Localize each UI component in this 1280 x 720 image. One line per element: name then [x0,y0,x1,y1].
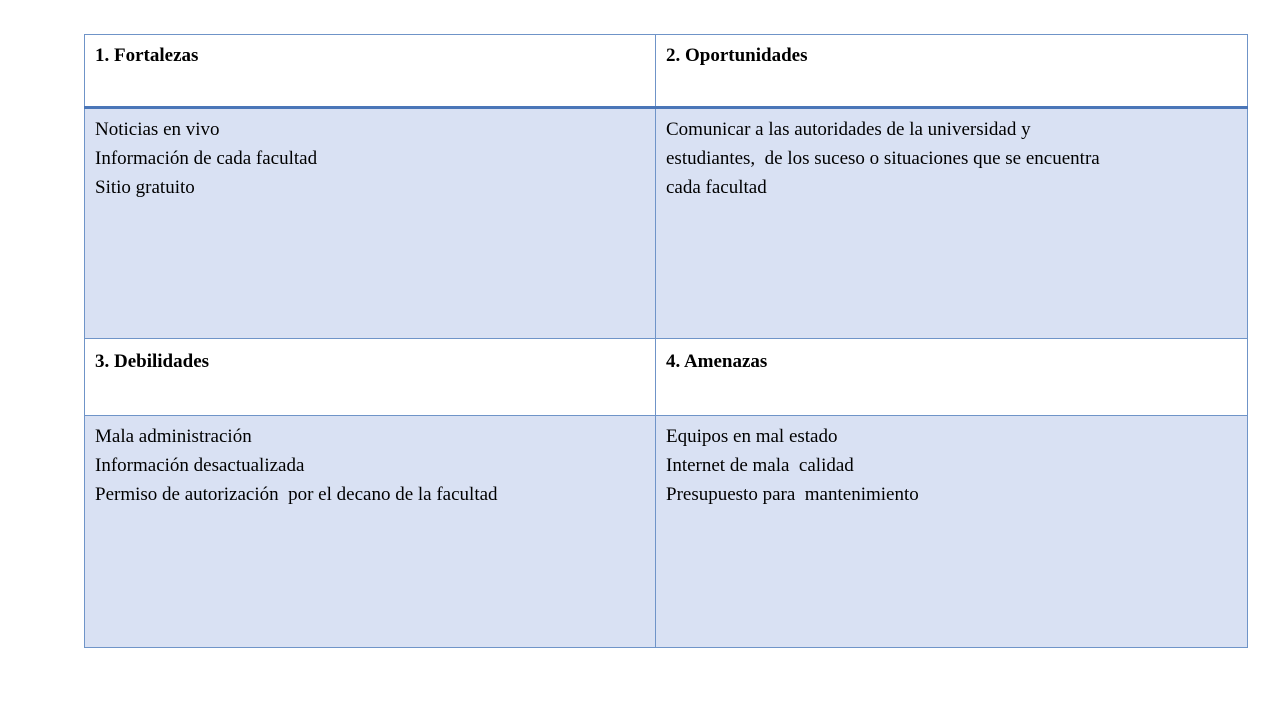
table-row [85,35,1248,108]
weaknesses-item: Mala administración [95,426,252,447]
threats-item: Internet de mala calidad [666,455,854,476]
table-row [85,339,1248,416]
threats-cell [656,416,1248,648]
table-row [85,416,1248,648]
strengths-cell [85,108,656,339]
threats-item: Equipos en mal estado [666,426,838,447]
opportunities-cell [656,108,1248,339]
opportunities-heading: 2. Oportunidades [656,35,1248,108]
strengths-item: Información de cada facultad [95,148,318,169]
weaknesses-heading: 3. Debilidades [85,339,656,416]
weaknesses-cell [85,416,656,648]
strengths-item: Noticias en vivo [95,119,220,140]
threats-item: Presupuesto para mantenimiento [666,484,919,505]
strengths-heading: 1. Fortalezas [85,35,656,108]
strengths-item: Sitio gratuito [95,177,195,198]
weaknesses-item: Permiso de autorización por el decano de la facultad [95,484,498,505]
opportunities-item: cada facultad [666,177,767,198]
swot-table [84,34,1248,648]
opportunities-item: estudiantes, de los suceso o situaciones que se encuentra [666,148,1100,169]
opportunities-item: Comunicar a las autoridades de la universidad y [666,119,1031,140]
threats-heading: 4. Amenazas [656,339,1248,416]
table-row [85,108,1248,339]
weaknesses-item: Información desactualizada [95,455,305,476]
